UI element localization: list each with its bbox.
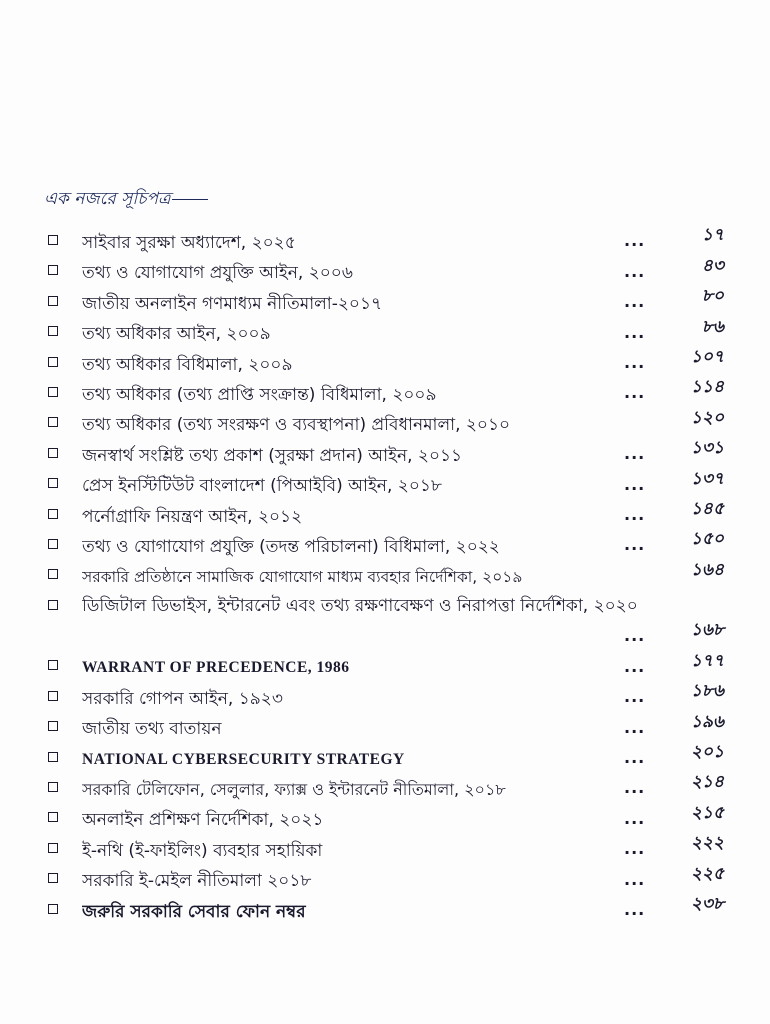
leader-dots: ... (624, 748, 646, 768)
checkbox-icon (48, 417, 58, 427)
leader-dots: ... (624, 687, 646, 707)
leader-dots: ... (624, 535, 646, 555)
entry-title: অনলাইন প্রশিক্ষণ নির্দেশিকা, ২০২১ (82, 810, 324, 831)
toc-entry[interactable] (44, 741, 724, 771)
checkbox-icon (48, 782, 58, 792)
entry-page-number: ১২০ (690, 407, 724, 428)
toc-entry[interactable] (44, 406, 724, 436)
leader-dots: ... (624, 778, 646, 798)
checkbox-icon (48, 904, 58, 914)
entry-title: তথ্য অধিকার (তথ্য সংরক্ষণ ও ব্যবস্থাপনা) প্রবিধানমালা, ২০১০ (82, 415, 511, 436)
toc-entry[interactable] (44, 285, 724, 315)
checkbox-icon (48, 296, 58, 306)
entry-page-number: ২০১ (690, 742, 724, 763)
leader-dots: ... (624, 322, 646, 342)
entry-title: সরকারি প্রতিষ্ঠানে সামাজিক যোগাযোগ মাধ্যম ব্যবহার নির্দেশিকা, ২০১৯ (82, 568, 523, 587)
toc-entry[interactable] (44, 528, 724, 558)
leader-dots: ... (624, 900, 646, 919)
toc-entry[interactable] (44, 801, 724, 831)
toc-heading (44, 186, 208, 214)
entry-page-number: ৪৩ (701, 255, 724, 276)
entry-title: পর্নোগ্রাফি নিয়ন্ত্রণ আইন, ২০১২ (82, 506, 303, 527)
checkbox-icon (48, 235, 58, 245)
toc-entry[interactable] (44, 589, 724, 650)
entry-page-number: ২২৫ (690, 863, 724, 884)
checkbox-icon (48, 478, 58, 488)
toc-entry[interactable] (44, 346, 724, 376)
entry-page-number: ১৪৫ (690, 498, 724, 519)
entry-page-number: ১৩৭ (690, 468, 724, 489)
leader-dots: ... (624, 626, 646, 646)
toc-entry[interactable] (44, 224, 724, 254)
table-of-contents (44, 224, 724, 923)
entry-title: সরকারি টেলিফোন, সেলুলার, ফ্যাক্স ও ইন্টারনেট নীতিমালা, ২০১৮ (82, 780, 506, 800)
checkbox-icon (48, 387, 58, 397)
toc-entry[interactable] (44, 467, 724, 497)
entry-title: জাতীয় তথ্য বাতায়ন (82, 719, 222, 740)
leader-dots: ... (624, 656, 646, 676)
toc-heading-text: এক নজরে সূচিপত্র (44, 189, 171, 209)
leader-dots: ... (624, 231, 646, 251)
entry-title: তথ্য অধিকার বিধিমালা, ২০০৯ (82, 354, 293, 375)
entry-page-number: ১৮৬ (690, 681, 724, 702)
entry-page-number: ১৭ (701, 225, 724, 246)
entry-title: সাইবার সুরক্ষা অধ্যাদেশ, ২০২৫ (82, 233, 296, 253)
leader-dots: ... (624, 292, 646, 312)
entry-page-number: ১১৪ (690, 377, 724, 398)
entry-page-number: ৮৬ (701, 316, 724, 337)
entry-title: NATIONAL CYBERSECURITY STRATEGY (82, 750, 405, 768)
toc-entry[interactable] (44, 437, 724, 467)
toc-entry[interactable] (44, 862, 724, 892)
leader-dots: ... (624, 808, 646, 828)
entry-title: প্রেস ইনস্টিটিউট বাংলাদেশ (পিআইবি) আইন, ২০১৮ (82, 476, 442, 497)
checkbox-icon (48, 600, 58, 610)
entry-title: তথ্য ও যোগাযোগ প্রযুক্তি (তদন্ত পরিচালনা) বিধিমালা, ২০২২ (82, 536, 500, 557)
leader-dots: ... (624, 869, 646, 889)
entry-page-number: ২৩৮ (690, 894, 724, 914)
entry-page-number: ২১৫ (690, 802, 724, 823)
leader-dots: ... (624, 261, 646, 281)
leader-dots: ... (624, 383, 646, 403)
leader-dots: ... (624, 444, 646, 464)
entry-page-number: ১৩১ (690, 438, 724, 459)
leader-dots: ... (624, 352, 646, 372)
entry-title: ই-নথি (ই-ফাইলিং) ব্যবহার সহায়িকা (82, 840, 323, 861)
entry-title: জাতীয় অনলাইন গণমাধ্যম নীতিমালা-২০১৭ (82, 293, 383, 314)
toc-entry[interactable] (44, 376, 724, 406)
entry-page-number: ১৬৮ (690, 620, 724, 641)
toc-entry[interactable] (44, 649, 724, 679)
leader-dots: ... (624, 839, 646, 859)
entry-title: সরকারি গোপন আইন, ১৯২৩ (82, 688, 283, 709)
checkbox-icon (48, 539, 58, 549)
checkbox-icon (48, 691, 58, 701)
entry-title: ডিজিটাল ডিভাইস, ইন্টারনেট এবং তথ্য রক্ষণাবেক্ষণ ও নিরাপত্তা নির্দেশিকা, ২০২০ (82, 595, 638, 616)
checkbox-icon (48, 569, 58, 579)
checkbox-icon (48, 357, 58, 367)
entry-page-number: ৮০ (701, 286, 724, 307)
entry-title: সরকারি ই-মেইল নীতিমালা ২০১৮ (82, 871, 312, 892)
entry-title: তথ্য অধিকার (তথ্য প্রাপ্তি সংক্রান্ত) বিধিমালা, ২০০৯ (82, 384, 437, 405)
checkbox-icon (48, 721, 58, 731)
toc-entry[interactable] (44, 558, 724, 588)
checkbox-icon (48, 660, 58, 670)
checkbox-icon (48, 843, 58, 853)
toc-entry[interactable] (44, 680, 724, 710)
entry-page-number: ১০৭ (690, 346, 724, 367)
entry-title: জনস্বার্থ সংশ্লিষ্ট তথ্য প্রকাশ (সুরক্ষা প্রদান) আইন, ২০১১ (82, 445, 463, 466)
checkbox-icon (48, 326, 58, 336)
toc-entry[interactable] (44, 710, 724, 740)
entry-page-number: ২২২ (690, 833, 724, 854)
toc-entry[interactable] (44, 498, 724, 528)
entry-page-number: ১৯৬ (690, 711, 724, 732)
entry-title: তথ্য ও যোগাযোগ প্রযুক্তি আইন, ২০০৬ (82, 263, 353, 284)
entry-title: জরুরি সরকারি সেবার ফোন নম্বর (82, 901, 306, 922)
leader-dots: ... (624, 504, 646, 524)
entry-page-number: ১৭৭ (690, 650, 724, 671)
entry-title: তথ্য অধিকার আইন, ২০০৯ (82, 324, 271, 345)
toc-entry[interactable] (44, 832, 724, 862)
toc-entry[interactable] (44, 771, 724, 801)
checkbox-icon (48, 873, 58, 883)
checkbox-icon (48, 509, 58, 519)
toc-entry[interactable] (44, 315, 724, 345)
checkbox-icon (48, 448, 58, 458)
entry-page-number: ১৫০ (690, 529, 724, 550)
leader-dots: ... (624, 717, 646, 737)
heading-dash (172, 199, 208, 200)
toc-entry[interactable] (44, 254, 724, 284)
checkbox-icon (48, 812, 58, 822)
entry-page-number: ২১৪ (690, 772, 724, 793)
toc-entry[interactable] (44, 893, 724, 923)
checkbox-icon (48, 752, 58, 762)
checkbox-icon (48, 265, 58, 275)
entry-page-number: ১৬৪ (690, 559, 724, 580)
leader-dots: ... (624, 474, 646, 494)
entry-title: WARRANT OF PRECEDENCE, 1986 (82, 659, 350, 677)
